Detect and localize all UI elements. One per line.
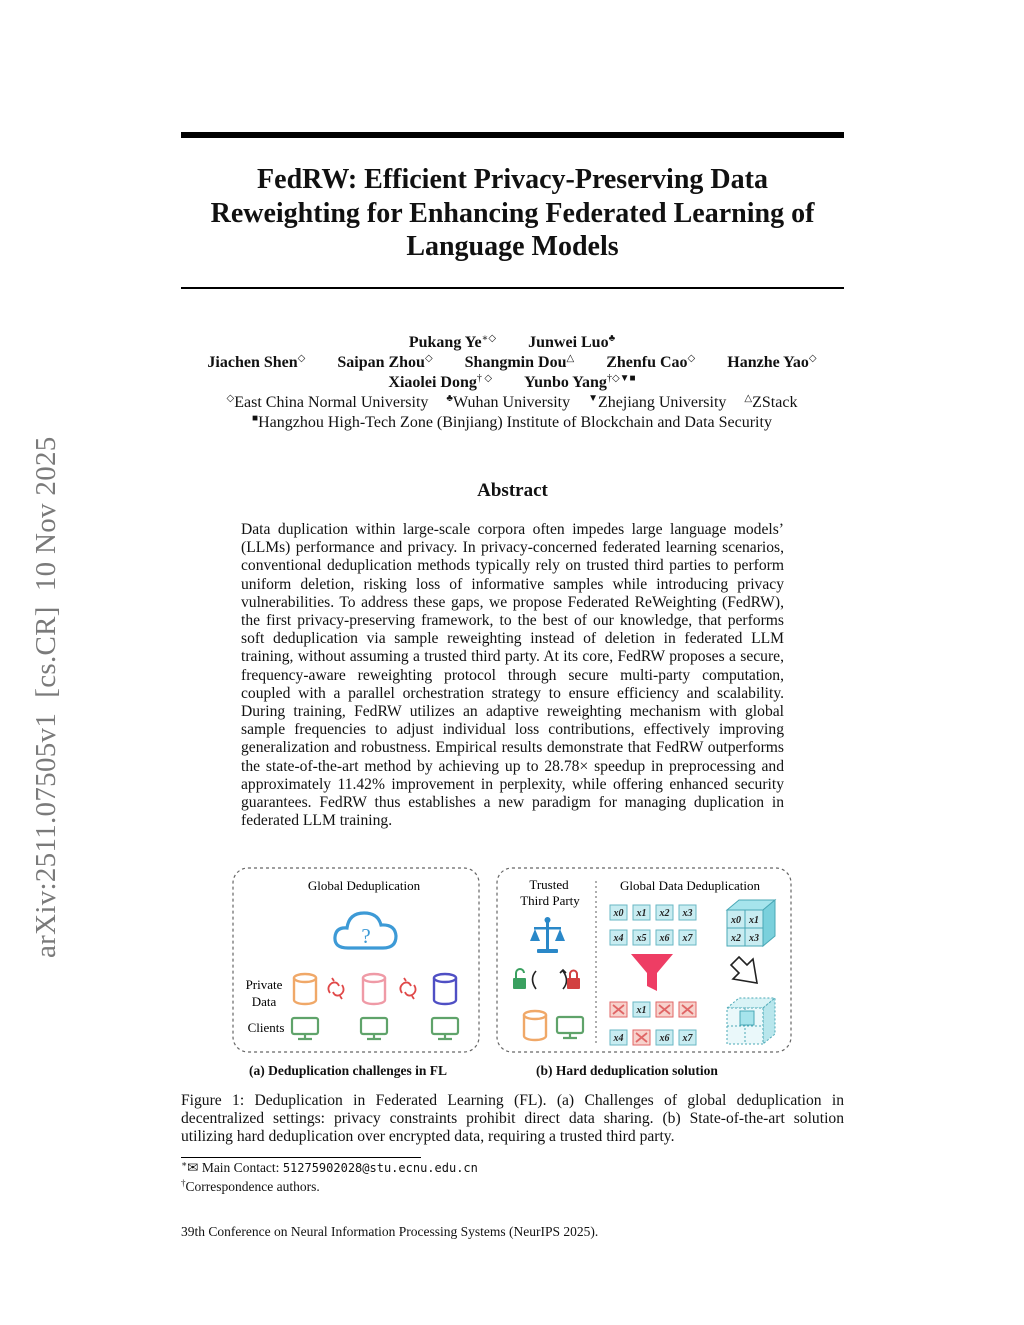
- svg-text:x1: x1: [636, 1005, 647, 1016]
- affiliation: ▼Zhejiang University: [588, 393, 727, 411]
- panel-a: [233, 868, 479, 1052]
- author: Xiaolei Dong† ◇: [388, 373, 493, 391]
- token-cell: [656, 930, 673, 945]
- panel-b: [497, 868, 791, 1052]
- scales-icon: [530, 917, 565, 953]
- affiliation-row: [150, 393, 874, 413]
- monitor-icon: [292, 1018, 318, 1039]
- title-bottom-rule: [181, 287, 844, 289]
- title-line: Language Models: [406, 231, 619, 262]
- lock-icon: [567, 971, 580, 990]
- database-icon: [294, 974, 316, 1004]
- title-top-rule: [181, 132, 844, 138]
- footnote-main-contact: ∗✉ Main Contact: 51275902028@stu.ecnu.edu.cn: [181, 1159, 478, 1175]
- token-cell: [633, 905, 650, 920]
- svg-text:x0: x0: [613, 908, 624, 919]
- author-row: [150, 373, 874, 393]
- swap-arrow-icon: [533, 971, 537, 989]
- affiliation: ♣Wuhan University: [446, 393, 571, 411]
- label-data: Data: [251, 994, 277, 1009]
- envelope-icon: ✉: [187, 1160, 199, 1175]
- author: Shangmin Dou△: [464, 353, 575, 371]
- paper-title: [181, 163, 844, 264]
- author-block: [150, 333, 874, 433]
- author: Saipan Zhou◇: [337, 353, 433, 371]
- svg-text:x3: x3: [682, 908, 693, 919]
- database-icon: [524, 1011, 546, 1040]
- database-icon: [363, 974, 385, 1004]
- unlock-icon: [513, 969, 526, 989]
- author-row: [150, 333, 874, 353]
- removed-cell-icon: [633, 1030, 650, 1045]
- title-line: FedRW: Efficient Privacy-Preserving Data: [257, 164, 768, 195]
- removed-cell-icon: [679, 1002, 696, 1017]
- svg-text:x6: x6: [659, 1033, 670, 1044]
- cloud-icon: [335, 913, 396, 948]
- cube-label: x2: [731, 933, 741, 944]
- footnote-correspondence: †Correspondence authors.: [181, 1178, 320, 1194]
- monitor-icon: [557, 1017, 583, 1038]
- abstract-heading: Abstract: [477, 480, 548, 501]
- cube-label: x0: [731, 915, 741, 926]
- figure-caption: Figure 1: Deduplication in Federated Learning (FL). (a) Challenges of global deduplication in decentralized settings: privacy constraints prohibit direct data sharing. (b) State-of-the-art solution utilizing hard deduplication over encrypted data, requiring a trusted third party.: [181, 1092, 844, 1146]
- swap-arrow-icon: [560, 970, 567, 989]
- token-cell: [679, 1030, 696, 1045]
- token-grid-bottom: [610, 1002, 696, 1045]
- monitor-icon: [361, 1018, 387, 1039]
- svg-text:x7: x7: [682, 1033, 693, 1044]
- token-cell: [633, 930, 650, 945]
- panel-b-heading: Global Data Deduplication: [619, 878, 761, 893]
- token-grid-top: [610, 905, 696, 945]
- removed-cell-icon: [656, 1002, 673, 1017]
- affiliation: ■Hangzhou High-Tech Zone (Binjiang) Institute of Blockchain and Data Security: [252, 413, 772, 431]
- svg-text:x7: x7: [682, 933, 693, 944]
- affiliation: ◇East China Normal University: [226, 393, 429, 411]
- cube-icon: [727, 900, 775, 946]
- svg-text:x2: x2: [659, 908, 670, 919]
- token-cell: [679, 930, 696, 945]
- label-private: Private: [245, 977, 283, 992]
- cube-label: x3: [749, 933, 759, 944]
- affiliation: △ZStack: [744, 393, 798, 411]
- subcaption-b: (b) Hard deduplication solution: [536, 1063, 718, 1078]
- figure-1: [230, 865, 795, 1055]
- funnel-icon: [631, 954, 673, 991]
- affiliation-row: [150, 413, 874, 433]
- author: Jiachen Shen◇: [207, 353, 306, 371]
- svg-text:x1: x1: [636, 908, 647, 919]
- monitor-icon: [432, 1018, 458, 1039]
- token-cell: [679, 905, 696, 920]
- removed-cell-icon: [610, 1002, 627, 1017]
- contact-email[interactable]: 51275902028@stu.ecnu.edu.cn: [282, 1161, 478, 1175]
- cloud-question-mark: ?: [361, 924, 371, 948]
- token-cell: [656, 905, 673, 920]
- cube-icon: [727, 998, 775, 1044]
- token-cell: [610, 905, 627, 920]
- svg-text:x6: x6: [659, 933, 670, 944]
- svg-text:x5: x5: [636, 933, 647, 944]
- author: Junwei Luo♣: [528, 333, 616, 351]
- subcaption-a: (a) Deduplication challenges in FL: [249, 1063, 448, 1078]
- token-cell: [610, 930, 627, 945]
- broken-link-icon: [328, 978, 343, 999]
- footnote-rule: [181, 1157, 421, 1158]
- ttp-label-line2: Third Party: [520, 893, 580, 908]
- svg-text:x4: x4: [613, 1033, 624, 1044]
- label-clients: Clients: [247, 1020, 285, 1035]
- author: Zhenfu Cao◇: [606, 353, 696, 371]
- author: Yunbo Yang†◇▼■: [524, 373, 636, 391]
- token-cell: [610, 1030, 627, 1045]
- panel-a-heading: Global Deduplication: [307, 878, 421, 893]
- token-cell: [656, 1030, 673, 1045]
- author: Hanzhe Yao◇: [727, 353, 817, 371]
- broken-link-icon: [400, 978, 415, 999]
- arxiv-identifier: arXiv:2511.07505v1 [cs.CR] 10 Nov 2025: [30, 436, 62, 958]
- svg-text:x4: x4: [613, 933, 624, 944]
- cube-label: x1: [749, 915, 759, 926]
- abstract-text: Data duplication within large-scale corpora often impedes large language models’ (LLMs) performance and privacy. In privacy-concerned federated learning scenarios, conventional deduplication methods typically rely on trusted third parties to perform uniform deletion, risking loss of informative samples while introducing privacy vulnerabilities. To address these gaps, we propose Federated ReWeighting (FedRW), the first privacy-preserving framework, to the best of our knowledge, that performs soft deduplication via sample reweighting instead of deletion in federated LLM training, without assuming a trusted third party. At its core, FedRW proposes a secure, frequency-aware reweighting protocol through secure multi-party computation, coupled with a parallel orchestration strategy to ensure efficiency and scalability. During training, FedRW utilizes an adaptive reweighting mechanism with global sample frequencies to adjust individual loss contributions, effectively improving generalization and robustness. Empirical results demonstrate that FedRW outperforms the state-of-the-art method by achieving up to 28.78× speedup in preprocessing and approximately 11.42% improvement in perplexity, while offering enhanced security guarantees. FedRW thus establishes a new paradigm for managing duplication in federated LLM training.: [241, 521, 784, 830]
- token-cell: [633, 1002, 650, 1017]
- author: Pukang Ye∗◇: [408, 333, 497, 351]
- ttp-label-line1: Trusted: [529, 877, 569, 892]
- down-arrow-icon: [731, 957, 757, 983]
- title-line: Reweighting for Enhancing Federated Learning of: [210, 197, 815, 229]
- author-row: [150, 353, 874, 373]
- venue-note: 39th Conference on Neural Information Processing Systems (NeurIPS 2025).: [181, 1224, 599, 1239]
- database-icon: [434, 974, 456, 1004]
